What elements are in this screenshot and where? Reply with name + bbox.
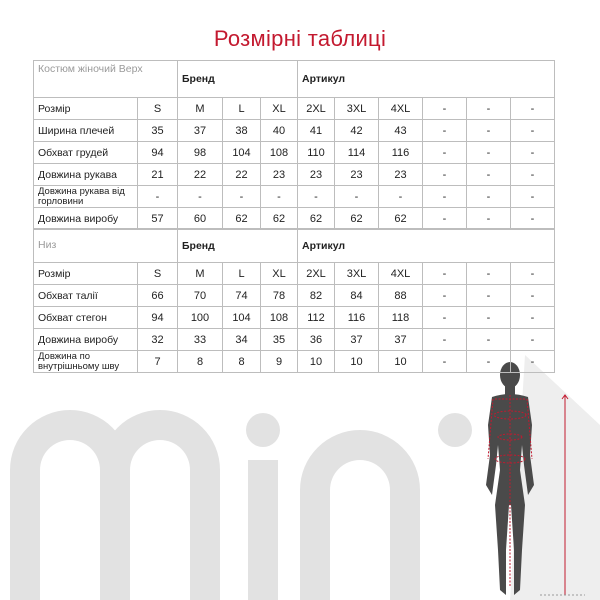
size-value-cell: 108 [261,142,298,164]
size-value-cell: - [423,351,467,373]
brand-label: Бренд [178,61,298,98]
row-label: Довжина виробу [34,329,138,351]
size-value-cell: 41 [298,120,335,142]
row-label: Розмір [34,98,138,120]
size-value-cell: 70 [178,285,223,307]
size-value-cell: - [178,186,223,208]
size-value-cell: S [138,263,178,285]
size-value-cell: 40 [261,120,298,142]
size-value-cell: 60 [178,208,223,230]
size-value-cell: 22 [223,164,261,186]
table-row [34,329,555,351]
size-value-cell: - [223,186,261,208]
size-value-cell: - [423,208,467,230]
table-row [34,307,555,329]
size-value-cell: XL [261,98,298,120]
size-value-cell: - [467,351,511,373]
size-value-cell: - [423,164,467,186]
size-value-cell: 3XL [335,263,379,285]
size-value-cell: - [335,186,379,208]
size-value-cell: 33 [178,329,223,351]
article-label: Артикул [298,61,555,98]
size-value-cell: - [423,263,467,285]
size-value-cell: 10 [379,351,423,373]
size-value-cell: - [511,263,555,285]
size-value-cell: - [423,186,467,208]
size-value-cell: - [379,186,423,208]
size-value-cell: 110 [298,142,335,164]
size-value-cell: - [467,285,511,307]
size-value-cell: 62 [223,208,261,230]
size-value-cell: - [511,98,555,120]
size-value-cell: 116 [379,142,423,164]
size-value-cell: 4XL [379,98,423,120]
size-value-cell: 118 [379,307,423,329]
size-value-cell: 32 [138,329,178,351]
size-value-cell: 10 [298,351,335,373]
table-row [34,186,555,208]
size-value-cell: 35 [261,329,298,351]
size-value-cell: 74 [223,285,261,307]
size-value-cell: 23 [261,164,298,186]
size-value-cell: 88 [379,285,423,307]
size-value-cell: - [138,186,178,208]
size-value-cell: - [423,307,467,329]
size-value-cell: - [467,98,511,120]
size-value-cell: 94 [138,307,178,329]
row-label: Ширина плечей [34,120,138,142]
size-value-cell: - [511,164,555,186]
size-value-cell: 35 [138,120,178,142]
row-label: Обхват грудей [34,142,138,164]
size-value-cell: 100 [178,307,223,329]
row-label: Довжина рукава [34,164,138,186]
table-header-row [34,61,555,98]
size-value-cell: 94 [138,142,178,164]
size-value-cell: - [511,351,555,373]
table-row [34,351,555,373]
size-value-cell: 10 [335,351,379,373]
table-row [34,142,555,164]
size-value-cell: 108 [261,307,298,329]
size-value-cell: - [467,208,511,230]
row-label: Обхват талії [34,285,138,307]
size-value-cell: - [423,285,467,307]
size-value-cell: 9 [261,351,298,373]
size-value-cell: 37 [178,120,223,142]
table-header-row [34,229,555,263]
size-value-cell: - [423,98,467,120]
size-value-cell: S [138,98,178,120]
size-value-cell: 4XL [379,263,423,285]
size-value-cell: 84 [335,285,379,307]
size-value-cell: L [223,98,261,120]
size-value-cell: - [467,307,511,329]
size-value-cell: - [511,142,555,164]
size-value-cell: 2XL [298,263,335,285]
table-row [34,120,555,142]
size-value-cell: - [261,186,298,208]
size-value-cell: 34 [223,329,261,351]
size-value-cell: - [467,164,511,186]
size-value-cell: 23 [298,164,335,186]
size-value-cell: 62 [335,208,379,230]
size-value-cell: 3XL [335,98,379,120]
size-value-cell: L [223,263,261,285]
size-value-cell: - [511,307,555,329]
size-value-cell: M [178,98,223,120]
size-value-cell: - [423,329,467,351]
size-value-cell: 66 [138,285,178,307]
size-value-cell: 62 [379,208,423,230]
row-label: Обхват стегон [34,307,138,329]
bottom-table-body [34,263,555,373]
bottom-size-table [33,228,555,373]
size-value-cell: M [178,263,223,285]
top-table-body [34,98,555,230]
row-label: Довжина рукава від горловини [34,186,138,208]
size-value-cell: - [467,329,511,351]
size-value-cell: 37 [335,329,379,351]
size-value-cell: XL [261,263,298,285]
top-size-table [33,60,555,230]
size-value-cell: - [511,329,555,351]
size-value-cell: 7 [138,351,178,373]
size-value-cell: - [298,186,335,208]
size-value-cell: 8 [223,351,261,373]
body-measurement-figure [470,355,600,600]
size-value-cell: - [467,142,511,164]
row-label: Довжина по внутрішньому шву [34,351,138,373]
size-value-cell: - [511,208,555,230]
size-value-cell: 22 [178,164,223,186]
size-value-cell: 114 [335,142,379,164]
size-value-cell: 82 [298,285,335,307]
size-value-cell: - [467,186,511,208]
size-value-cell: 112 [298,307,335,329]
size-value-cell: 38 [223,120,261,142]
size-value-cell: 43 [379,120,423,142]
size-value-cell: 23 [335,164,379,186]
size-value-cell: - [467,120,511,142]
brand-label: Бренд [178,229,298,263]
table-row [34,164,555,186]
size-value-cell: - [511,186,555,208]
size-value-cell: 21 [138,164,178,186]
row-label: Розмір [34,263,138,285]
size-value-cell: 116 [335,307,379,329]
size-value-cell: - [423,120,467,142]
size-value-cell: 78 [261,285,298,307]
size-value-cell: 62 [298,208,335,230]
table-row [34,285,555,307]
size-value-cell: - [423,142,467,164]
size-value-cell: - [467,263,511,285]
category-label: Низ [34,229,178,263]
table-row [34,98,555,120]
size-value-cell: 104 [223,142,261,164]
size-value-cell: - [511,120,555,142]
table-row [34,208,555,230]
size-value-cell: 2XL [298,98,335,120]
size-value-cell: 62 [261,208,298,230]
size-value-cell: 8 [178,351,223,373]
size-value-cell: 57 [138,208,178,230]
article-label: Артикул [298,229,555,263]
size-value-cell: 104 [223,307,261,329]
size-value-cell: 37 [379,329,423,351]
size-value-cell: 98 [178,142,223,164]
size-value-cell: - [511,285,555,307]
page-title: Розмірні таблиці [213,26,387,51]
size-value-cell: 23 [379,164,423,186]
size-value-cell: 42 [335,120,379,142]
table-row [34,263,555,285]
category-label: Костюм жіночий Верх [34,61,178,98]
size-value-cell: 36 [298,329,335,351]
row-label: Довжина виробу [34,208,138,230]
